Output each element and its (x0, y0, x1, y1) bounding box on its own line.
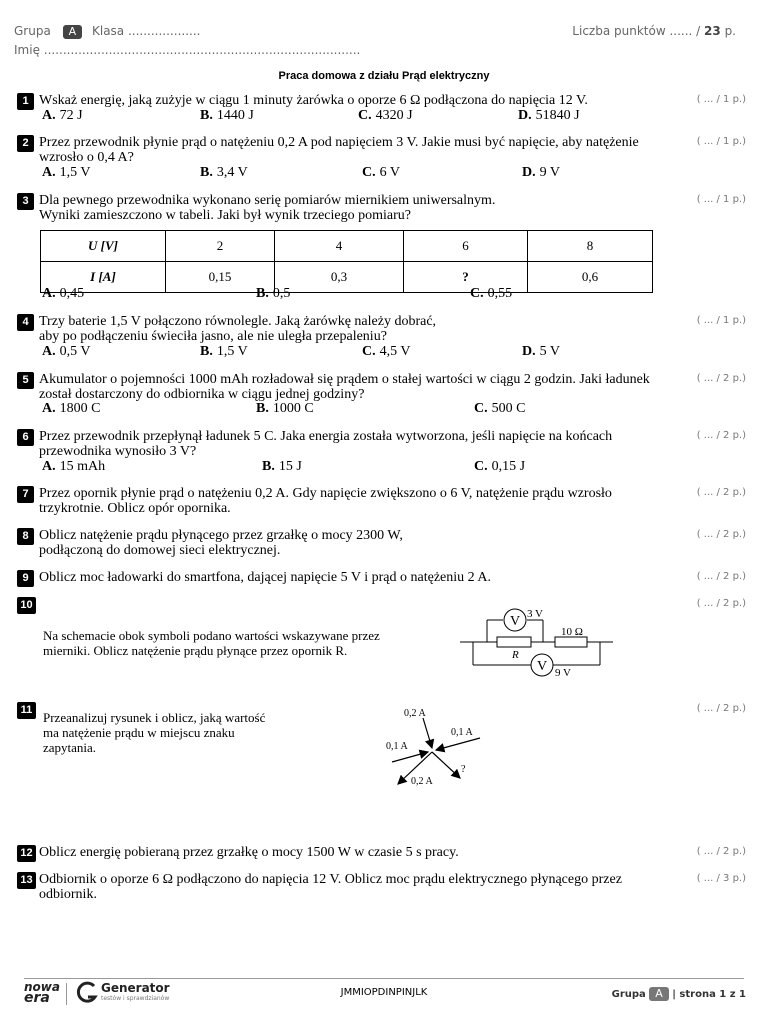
table-header-cell: I [A] (41, 262, 166, 293)
question-text: Wskaż energię, jaką zużyje w ciągu 1 minuty żarówka o oporze 6 Ω podłączona do napięcia 12 V. (39, 93, 588, 108)
answer-option: A. 0,45 (42, 286, 85, 301)
answer-option: C. 0,55 (470, 286, 513, 301)
answer-option: A. 1,5 V (42, 165, 91, 180)
question-number: 8 (17, 528, 34, 545)
question-points: ( ... / 1 p.) (696, 136, 746, 147)
question-text: Akumulator o pojemności 1000 mAh rozładował się prądem o stałej wartości w ciągu 2 godzin. Jaki ładunek został dostarczony do odbiornika w ciągu jednej godziny? (39, 372, 650, 402)
circuit-diagram (455, 600, 625, 682)
question-number: 4 (17, 314, 34, 331)
question-points: ( ... / 2 p.) (696, 373, 746, 384)
header-group: Grupa A Klasa ................... (14, 24, 201, 38)
table-cell: 0,6 (528, 262, 653, 293)
question-points: ( ... / 2 p.) (696, 487, 746, 498)
question-number: 10 (17, 597, 36, 614)
current-label: 0,1 A (451, 727, 473, 738)
table-cell: 4 (275, 231, 404, 262)
question-text: Odbiornik o oporze 6 Ω podłączono do napięcia 12 V. Oblicz moc prądu elektrycznego płynącego przez odbiornik. (39, 872, 622, 902)
question-points: ( ... / 1 p.) (696, 315, 746, 326)
answer-option: C. 4,5 V (362, 344, 411, 359)
question-number: 9 (17, 570, 34, 587)
resistor-10ohm (555, 637, 587, 647)
current-label: 0,1 A (386, 741, 408, 752)
table-row (41, 231, 653, 262)
question-text: Przez przewodnik przepłynął ładunek 5 C. Jaka energia została wytworzona, jeśli napięcie na końcach przewodnika wynosiło 3 V? (39, 429, 613, 459)
nowa-era-logo: nowa era (24, 980, 60, 1006)
table-cell: 2 (166, 231, 275, 262)
question-number: 11 (17, 702, 36, 719)
question-text: Trzy baterie 1,5 V połączono równolegle. Jaką żarówkę należy dobrać, aby po podłączeniu świeciła jasno, ale nie uległa przepaleniu? (39, 314, 437, 344)
answer-option: B. 3,4 V (200, 165, 248, 180)
table-cell: ? (404, 262, 528, 293)
question-points: ( ... / 2 p.) (696, 529, 746, 540)
answer-option: D. 51840 J (518, 108, 580, 123)
table-cell: 6 (404, 231, 528, 262)
answer-option: B. 1,5 V (200, 344, 248, 359)
question-number: 13 (17, 872, 36, 889)
group-badge: A (63, 25, 83, 39)
answer-option: B. 1000 C (256, 401, 314, 416)
voltage-label: 3 V (527, 608, 543, 620)
generator-text: Generator testów i sprawdzianów (101, 981, 170, 1002)
table-cell: 0,3 (275, 262, 404, 293)
current-node-diagram (380, 700, 490, 795)
question-number: 3 (17, 193, 34, 210)
footer-page-info: Grupa A | strona 1 z 1 (611, 987, 746, 1000)
question-points: ( ... / 2 p.) (696, 846, 746, 857)
answer-option: D. 9 V (522, 165, 560, 180)
unknown-current-label: ? (461, 764, 466, 775)
question-points: ( ... / 2 p.) (696, 571, 746, 582)
answer-option: D. 5 V (522, 344, 560, 359)
question-number: 12 (17, 845, 36, 862)
question-number: 6 (17, 429, 34, 446)
meter-label: V (536, 659, 548, 674)
table-header-cell: U [V] (41, 231, 166, 262)
voltage-label: 9 V (555, 667, 571, 679)
class-field: Klasa ................... (92, 24, 201, 38)
points-summary: Liczba punktów ...... / 23 p. (572, 24, 736, 38)
question-text: Przez przewodnik płynie prąd o natężeniu 0,2 A pod napięciem 3 V. Jakie musi być napięcie, aby natężenie wzrosło o 0,4 A? (39, 135, 639, 165)
footer-divider (24, 978, 744, 979)
question-text: Przeanalizuj rysunek i oblicz, jaką wartość ma natężenie prądu w miejscu znaku zapytania. (43, 710, 266, 755)
question-points: ( ... / 2 p.) (696, 598, 746, 609)
question-points: ( ... / 1 p.) (696, 194, 746, 205)
answer-option: B. 15 J (262, 459, 302, 474)
question-text: Przez opornik płynie prąd o natężeniu 0,2 A. Gdy napięcie zwiększono o 6 V, natężenie prądu wzrosło trzykrotnie. Oblicz opór opornika. (39, 486, 612, 516)
table-row (41, 262, 653, 293)
table-cell: 0,15 (166, 262, 275, 293)
table-cell: 8 (528, 231, 653, 262)
measurement-table (40, 230, 653, 293)
question-number: 5 (17, 372, 34, 389)
question-points: ( ... / 2 p.) (696, 703, 746, 714)
resistor-label: R (512, 649, 519, 661)
answer-option: C. 0,15 J (474, 459, 526, 474)
question-text: Oblicz energię pobieraną przez grzałkę o mocy 1500 W w czasie 5 s pracy. (39, 845, 459, 860)
answer-option: C. 6 V (362, 165, 400, 180)
question-text: Na schemacie obok symboli podano wartości wskazywane przez mierniki. Oblicz natężenie prądu płynące przez opornik R. (43, 628, 380, 658)
answer-option: B. 1440 J (200, 108, 254, 123)
answer-option: A. 1800 C (42, 401, 101, 416)
answer-option: C. 4320 J (358, 108, 413, 123)
name-field: Imię ................................................................................... (14, 43, 361, 57)
resistance-label: 10 Ω (561, 626, 583, 638)
question-number: 2 (17, 135, 34, 152)
current-label: 0,2 A (411, 776, 433, 787)
question-points: ( ... / 1 p.) (696, 94, 746, 105)
question-number: 1 (17, 93, 34, 110)
question-text: Dla pewnego przewodnika wykonano serię pomiarów miernikiem uniwersalnym. Wyniki zamieszczono w tabeli. Jaki był wynik trzeciego pomiaru? (39, 193, 496, 223)
answer-option: B. 0,5 (256, 286, 291, 301)
answer-option: A. 15 mAh (42, 459, 106, 474)
answer-option: A. 0,5 V (42, 344, 91, 359)
question-points: ( ... / 2 p.) (696, 430, 746, 441)
question-points: ( ... / 3 p.) (696, 873, 746, 884)
answer-option: A. 72 J (42, 108, 83, 123)
resistor-r (497, 637, 531, 647)
meter-label: V (509, 614, 521, 629)
page-title: Praca domowa z działu Prąd elektryczny (278, 70, 490, 82)
group-badge: A (649, 987, 669, 1001)
question-text: Oblicz moc ładowarki do smartfona, dającej napięcie 5 V i prąd o natężeniu 2 A. (39, 570, 491, 585)
question-text: Oblicz natężenie prądu płynącego przez grzałkę o mocy 2300 W, podłączoną do domowej sieci elektrycznej. (39, 528, 403, 558)
question-number: 7 (17, 486, 34, 503)
current-label: 0,2 A (404, 708, 426, 719)
document-code: JMMIOPDINPINJLK (340, 987, 428, 998)
answer-option: C. 500 C (474, 401, 526, 416)
